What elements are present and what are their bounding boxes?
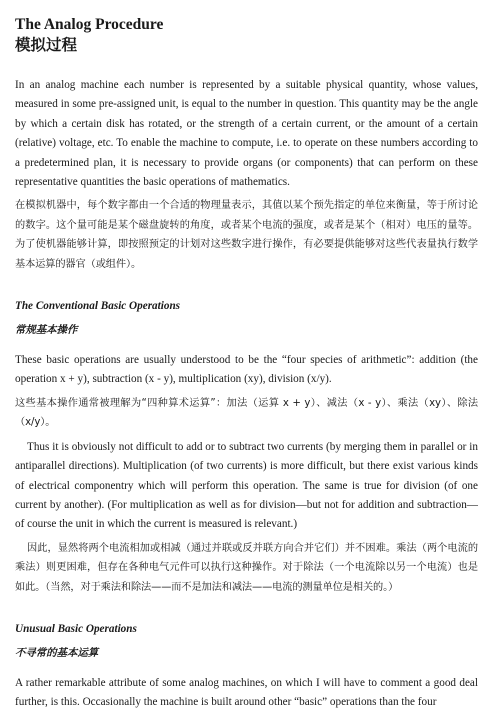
document-page — [15, 16, 478, 713]
section2-heading-chinese: 不寻常的基本运算 — [15, 646, 99, 659]
section1-paragraph1-chinese: 这些基本操作通常被理解为“四种算术运算”：加法（运算 x + y）、减法（x - y）、乘法（xy）、除法（x/y）。 — [15, 397, 478, 429]
section2-paragraph1-english: A rather remarkable attribute of some analog machines, on which I will have to comment a good deal further, is this. Occasionally the machine is built around other “basic” operations than the four — [15, 676, 478, 709]
section1-heading-chinese: 常规基本操作 — [15, 324, 78, 337]
section1-heading-english: The Conventional Basic Operations — [15, 300, 181, 313]
section1-paragraph2-chinese: 因此，显然将两个电流相加或相减（通过并联或反并联方向合并它们）并不困难。乘法（两个电流的乘法）则更困难，但存在各种电气元件可以执行这种操作。对于除法（一个电流除以另一个电流）也是如此。（当然，对于乘法和除法——而不是加法和减法——电流的测量单位是相关的。） — [15, 542, 478, 593]
section1-paragraph2-english: Thus it is obviously not difficult to add or to subtract two currents (by merging them in parallel or in antiparallel directions). Multiplication (of two currents) is more difficult, but there exist various kinds of electrical componentry which will perform this operation. The same is true for division (of one current by another). (For multiplication as well as for division—but not for addition and subtraction—of course the unit in which the current is measured is relevant.) — [15, 440, 478, 531]
section1-paragraph1-english: These basic operations are usually understood to be the “four species of arithmetic”: addition (the operation x + y), subtraction (x - y), multiplication (xy), division (x/y). — [15, 354, 478, 386]
title-chinese: 模拟过程 — [15, 36, 78, 54]
intro-paragraph-chinese: 在模拟机器中，每个数字都由一个合适的物理量表示，其值以某个预先指定的单位来衡量，等于所讨论的数字。这个量可能是某个磁盘旋转的角度，或者某个电流的强度，或者是某个（相对）电压的量等。为了使机器能够计算，即按照预定的计划对这些数字进行操作，有必要提供能够对这些代表量执行数学基本运算的器官（或组件）。 — [15, 200, 478, 270]
intro-paragraph-english: In an analog machine each number is represented by a suitable physical quantity, whose values, measured in some pre-assigned unit, is equal to the number in question. This quantity may be the angle by which a certain disk has rotated, or the strength of a certain current, or the amount of a certain (relative) voltage, etc. To enable the machine to compute, i.e. to operate on these numbers according to a predetermined plan, it is necessary to provide organs (or components) that can perform on these representative quantities the basic operations of mathematics. — [15, 79, 478, 189]
title-english: The Analog Procedure — [15, 16, 164, 33]
section2-heading-english: Unusual Basic Operations — [15, 622, 137, 635]
